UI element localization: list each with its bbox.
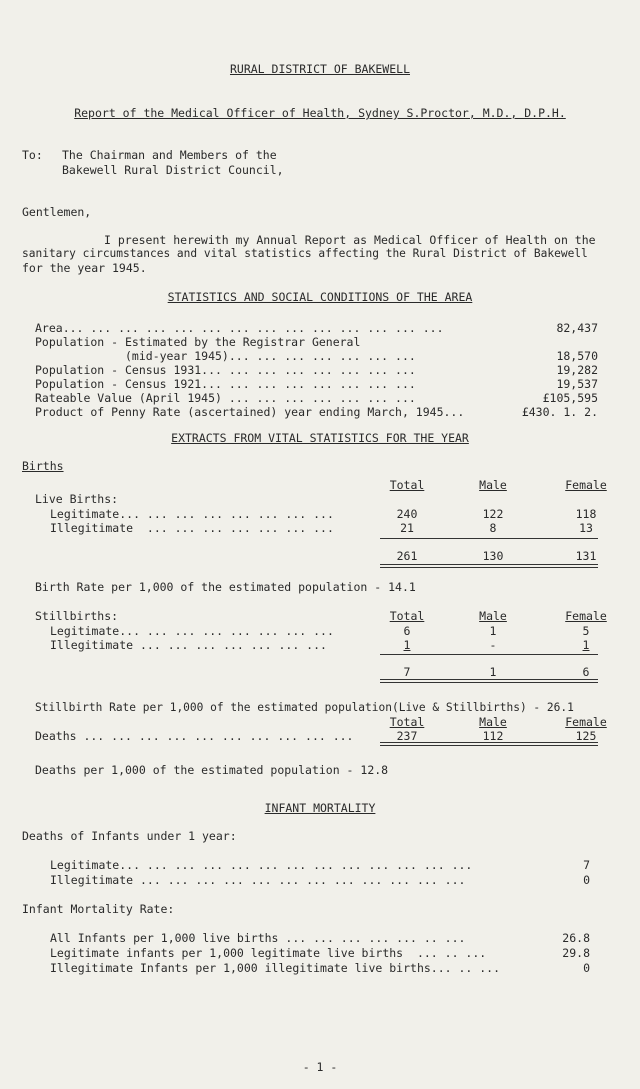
stillbirths-col-female: Female: [565, 609, 607, 623]
stats-heading: STATISTICS AND SOCIAL CONDITIONS OF THE AREA: [167, 290, 473, 304]
stillbirths-illegit-label: Illegitimate ... ... ... ... ... ... ...: [50, 638, 327, 652]
stillbirths-double-rule: [380, 679, 598, 683]
births-col-total: Total: [389, 478, 425, 492]
stillbirths-illegit-male: -: [489, 638, 497, 652]
infant-illegit-value: 0: [583, 873, 590, 887]
stats-value-area: 82,437: [556, 321, 598, 335]
stats-label-census-1921: Population - Census 1921... ... ... ... ... ... ... ...: [35, 377, 416, 391]
stillbirths-total-rule: [380, 654, 598, 655]
births-total-rule: [380, 538, 598, 539]
stillbirths-sum-female: 6: [582, 665, 590, 679]
infant-rate-all-value: 26.8: [562, 931, 590, 945]
deaths-female: 125: [575, 729, 597, 743]
stats-label-rateable: Rateable Value (April 1945) ... ... ... ... ... ... ...: [35, 391, 416, 405]
birth-rate: Birth Rate per 1,000 of the estimated population - 14.1: [35, 580, 416, 594]
births-illegit-male: 8: [489, 521, 497, 535]
births-col-female: Female: [565, 478, 607, 492]
infant-legit-label: Legitimate... ... ... ... ... ... ... ... ... ... ... ... ...: [50, 858, 473, 872]
infant-heading: INFANT MORTALITY: [264, 801, 376, 815]
intro-line-2: sanitary circumstances and vital statistics affecting the Rural District of Bakewell: [22, 247, 588, 260]
report-title: Report of the Medical Officer of Health, Sydney S.Proctor, M.D., D.P.H.: [74, 106, 566, 120]
district-title: RURAL DISTRICT OF BAKEWELL: [229, 62, 410, 76]
deaths-double-rule: [380, 742, 598, 746]
infant-illegit-label: Illegitimate ... ... ... ... ... ... ... ... ... ... ... ...: [50, 873, 466, 887]
stats-value-rateable: £105,595: [542, 391, 598, 405]
stats-value-census-1931: 19,282: [556, 363, 598, 377]
address-line-2: Bakewell Rural District Council,: [62, 163, 284, 177]
stats-value-midyear: 18,570: [556, 349, 598, 363]
births-heading: Births: [22, 459, 64, 473]
salutation: Gentlemen,: [22, 205, 92, 219]
births-sum-total: 261: [396, 549, 418, 563]
address-line-1: The Chairman and Members of the: [62, 148, 277, 162]
intro-line-1: I present herewith my Annual Report as Medical Officer of Health on the: [104, 233, 596, 247]
infant-rate-legit-label: Legitimate infants per 1,000 legitimate live births ... .. ...: [50, 946, 487, 960]
births-legit-female: 118: [575, 507, 597, 521]
infant-rate-label: Infant Mortality Rate:: [22, 902, 175, 916]
stats-label-midyear: (mid-year 1945)... ... ... ... ... ... ...: [35, 349, 416, 363]
births-sum-male: 130: [482, 549, 504, 563]
stats-value-census-1921: 19,537: [556, 377, 598, 391]
deaths-total: 237: [396, 729, 418, 743]
stats-value-penny-rate: £430. 1. 2.: [521, 405, 598, 419]
stillbirths-legit-female: 5: [582, 624, 590, 638]
deaths-label: Deaths ... ... ... ... ... ... ... ... ... ...: [35, 729, 354, 743]
stillbirths-illegit-total: 1: [403, 638, 411, 652]
to-label: To:: [22, 148, 43, 162]
births-illegit-label: Illegitimate ... ... ... ... ... ... ...: [50, 521, 334, 535]
births-illegit-total: 21: [400, 521, 414, 535]
births-legit-label: Legitimate... ... ... ... ... ... ... ...: [50, 507, 334, 521]
stats-label-population-est: Population - Estimated by the Registrar General: [35, 335, 361, 349]
infant-rate-illegit-value: 0: [583, 961, 590, 975]
stillbirths-legit-total: 6: [403, 624, 411, 638]
stillbirths-col-male: Male: [479, 609, 507, 623]
infant-legit-value: 7: [583, 858, 590, 872]
infant-under1-label: Deaths of Infants under 1 year:: [22, 829, 237, 843]
stillbirths-label: Stillbirths:: [35, 609, 119, 623]
infant-rate-legit-value: 29.8: [562, 946, 590, 960]
stillbirths-legit-male: 1: [489, 624, 497, 638]
death-rate: Deaths per 1,000 of the estimated population - 12.8: [35, 763, 389, 777]
births-col-male: Male: [479, 478, 507, 492]
deaths-col-female: Female: [565, 715, 607, 729]
stillbirths-illegit-female: 1: [582, 638, 590, 652]
deaths-col-total: Total: [389, 715, 425, 729]
deaths-col-male: Male: [479, 715, 507, 729]
intro-line-3: for the year 1945.: [22, 261, 147, 275]
births-legit-male: 122: [482, 507, 504, 521]
stats-label-area: Area... ... ... ... ... ... ... ... ... ... ... ... ... ...: [35, 321, 444, 335]
page-number: - 1 -: [302, 1060, 338, 1074]
live-births-label: Live Births:: [35, 492, 119, 506]
births-sum-female: 131: [575, 549, 597, 563]
stillbirths-sum-male: 1: [489, 665, 497, 679]
births-double-rule: [380, 564, 598, 568]
stillbirths-col-total: Total: [389, 609, 425, 623]
stats-label-census-1931: Population - Census 1931... ... ... ... ... ... ... ...: [35, 363, 416, 377]
births-legit-total: 240: [396, 507, 418, 521]
stillbirths-legit-label: Legitimate... ... ... ... ... ... ... ...: [50, 624, 334, 638]
infant-rate-illegit-label: Illegitimate Infants per 1,000 illegitimate live births... .. ...: [50, 961, 501, 975]
stats-label-penny-rate: Product of Penny Rate (ascertained) year ending March, 1945...: [35, 405, 465, 419]
infant-rate-all-label: All Infants per 1,000 live births ... ... ... ... ... .. ...: [50, 931, 466, 945]
extracts-heading: EXTRACTS FROM VITAL STATISTICS FOR THE YEAR: [171, 431, 469, 445]
births-illegit-female: 13: [579, 521, 593, 535]
stillbirth-rate: Stillbirth Rate per 1,000 of the estimated population(Live & Stillbirths) - 26.1: [35, 701, 574, 714]
deaths-male: 112: [482, 729, 504, 743]
stillbirths-sum-total: 7: [403, 665, 411, 679]
